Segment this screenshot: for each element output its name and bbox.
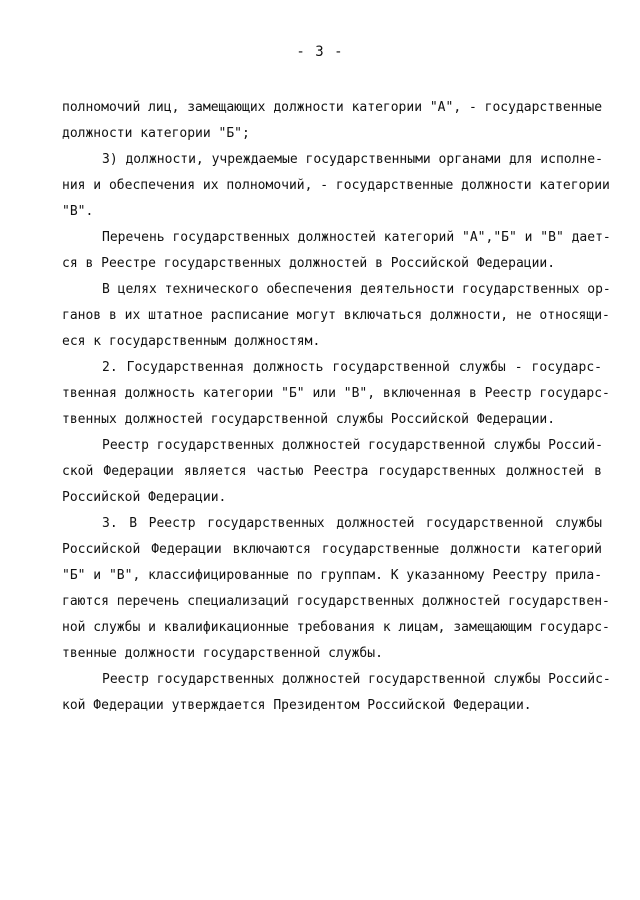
text-line: ской Федерации является частью Реестра государственных должностей в <box>62 464 602 479</box>
text-line: кой Федерации утверждается Президентом Российской Федерации. <box>62 698 532 713</box>
document-body <box>62 95 611 719</box>
text-line: Реестр государственных должностей государственной службы Россий- <box>102 438 603 453</box>
page-number: - 3 - <box>296 44 344 60</box>
paragraph <box>62 95 602 147</box>
text-line: ной службы и квалификационные требования к лицам, замещающим государс- <box>62 620 610 635</box>
text-line: Российской Федерации включаются государственные должности категорий <box>62 542 602 557</box>
text-line: еся к государственным должностям. <box>62 334 321 349</box>
paragraph <box>62 225 611 277</box>
text-line: полномочий лиц, замещающих должности категории "А", - государственные <box>62 100 603 115</box>
text-line: 3. В Реестр государственных должностей государственной службы <box>102 516 602 531</box>
text-line: гаются перечень специализаций государственных должностей государствен- <box>62 594 610 609</box>
text-line: 2. Государственная должность государственной службы - государс- <box>102 360 602 375</box>
text-line: Реестр государственных должностей государственной службы Российс- <box>102 672 611 687</box>
paragraph <box>62 147 610 225</box>
paragraph <box>62 277 611 355</box>
paragraph <box>62 433 602 511</box>
paragraph <box>62 511 610 667</box>
text-line: твенных должностей государственной службы Российской Федерации. <box>62 412 556 427</box>
text-line: ся в Реестре государственных должностей в Российской Федерации. <box>62 256 556 271</box>
text-line: "Б" и "В", классифицированные по группам. К указанному Реестру прила- <box>62 568 603 583</box>
text-line: твенные должности государственной службы. <box>62 646 383 661</box>
text-line: ния и обеспечения их полномочий, - государственные должности категории <box>62 178 610 193</box>
text-line: ганов в их штатное расписание могут включаться должности, не относящи- <box>62 308 610 323</box>
text-line: 3) должности, учреждаемые государственными органами для исполне- <box>102 152 603 167</box>
text-line: "В". <box>62 204 94 219</box>
text-line: Перечень государственных должностей категорий "А","Б" и "В" дает- <box>102 230 611 245</box>
text-line: должности категории "Б"; <box>62 126 250 141</box>
text-line: Российской Федерации. <box>62 490 227 505</box>
text-line: твенная должность категории "Б" или "В", включенная в Реестр государс- <box>62 386 610 401</box>
paragraph <box>62 355 610 433</box>
paragraph <box>62 667 611 719</box>
text-line: В целях технического обеспечения деятельности государственных ор- <box>102 282 611 297</box>
